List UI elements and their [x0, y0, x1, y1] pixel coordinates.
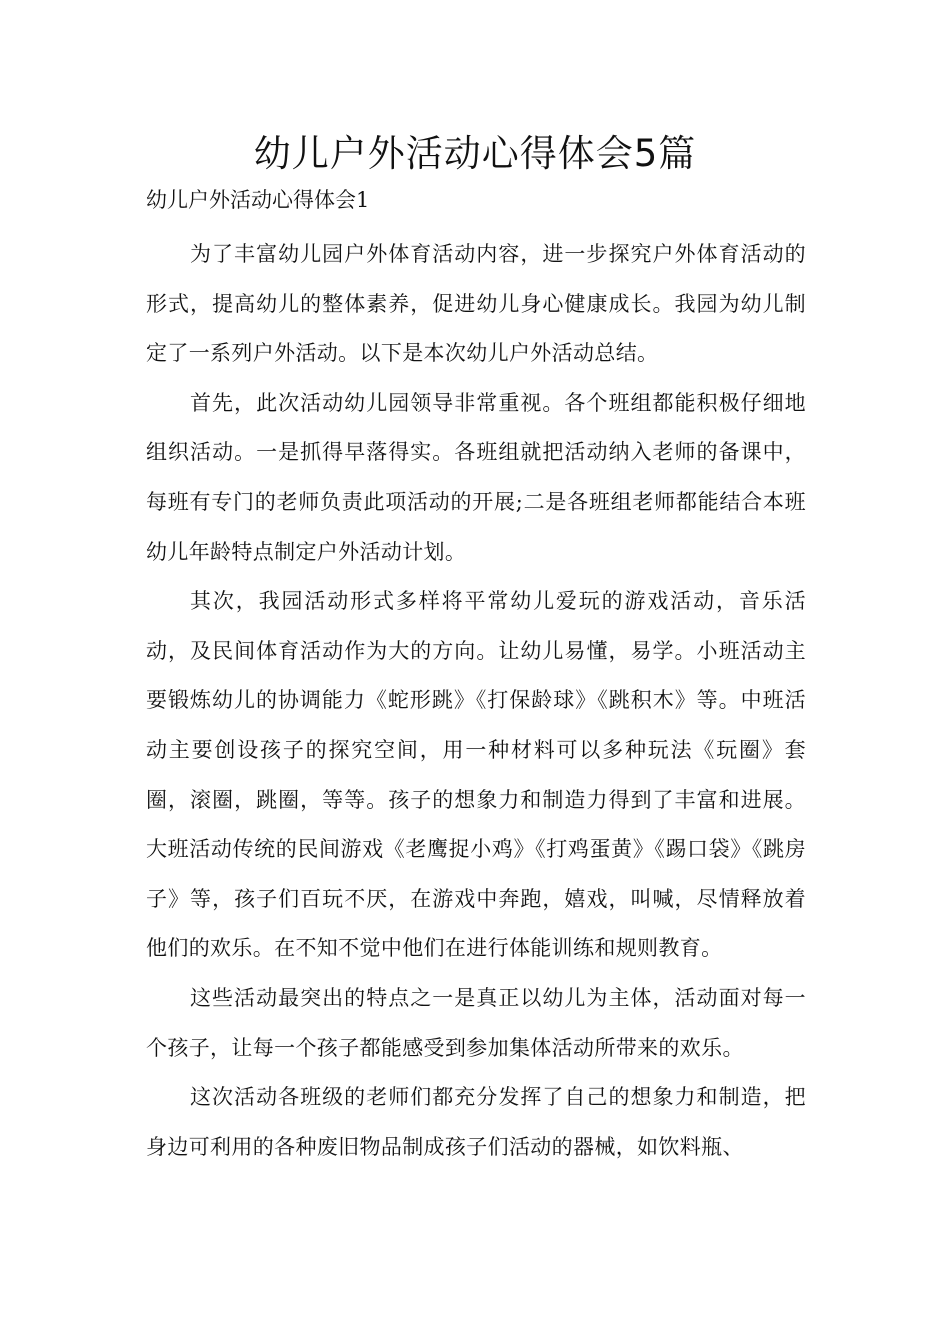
paragraph: 其次，我园活动形式多样将平常幼儿爱玩的游戏活动，音乐活动，及民间体育活动作为大的方向。让幼儿易懂，易学。小班活动主要锻炼幼儿的协调能力《蛇形跳》《打保龄球》《跳积木》等。中班活动主要创设孩子的探究空间，用一种材料可以多种玩法《玩圈》套圈，滚圈，跳圈，等等。孩子的想象力和制造力得到了丰富和进展。大班活动传统的民间游戏《老鹰捉小鸡》《打鸡蛋黄》《踢口袋》《跳房子》等，孩子们百玩不厌，在游戏中奔跑，嬉戏，叫喊，尽情释放着他们的欢乐。在不知不觉中他们在进行体能训练和规则教育。 — [146, 589, 806, 961]
document-title: 幼儿户外活动心得体会5篇 — [253, 132, 697, 175]
paragraph: 首先，此次活动幼儿园领导非常重视。各个班组都能积极仔细地组织活动。一是抓得早落得实。各班组就把活动纳入老师的备课中，每班有专门的老师负责此项活动的开展;二是各班组老师都能结合本班幼儿年龄特点制定户外活动计划。 — [146, 390, 806, 564]
document-body — [146, 230, 806, 1172]
paragraph: 为了丰富幼儿园户外体育活动内容，进一步探究户外体育活动的形式，提高幼儿的整体素养，促进幼儿身心健康成长。我园为幼儿制定了一系列户外活动。以下是本次幼儿户外活动总结。 — [146, 242, 806, 366]
section-heading: 幼儿户外活动心得体会1 — [146, 188, 370, 212]
paragraph: 这次活动各班级的老师们都充分发挥了自己的想象力和制造，把身边可利用的各种废旧物品制成孩子们活动的器械，如饮料瓶、 — [146, 1085, 806, 1159]
paragraph: 这些活动最突出的特点之一是真正以幼儿为主体，活动面对每一个孩子，让每一个孩子都能感受到参加集体活动所带来的欢乐。 — [146, 985, 806, 1060]
